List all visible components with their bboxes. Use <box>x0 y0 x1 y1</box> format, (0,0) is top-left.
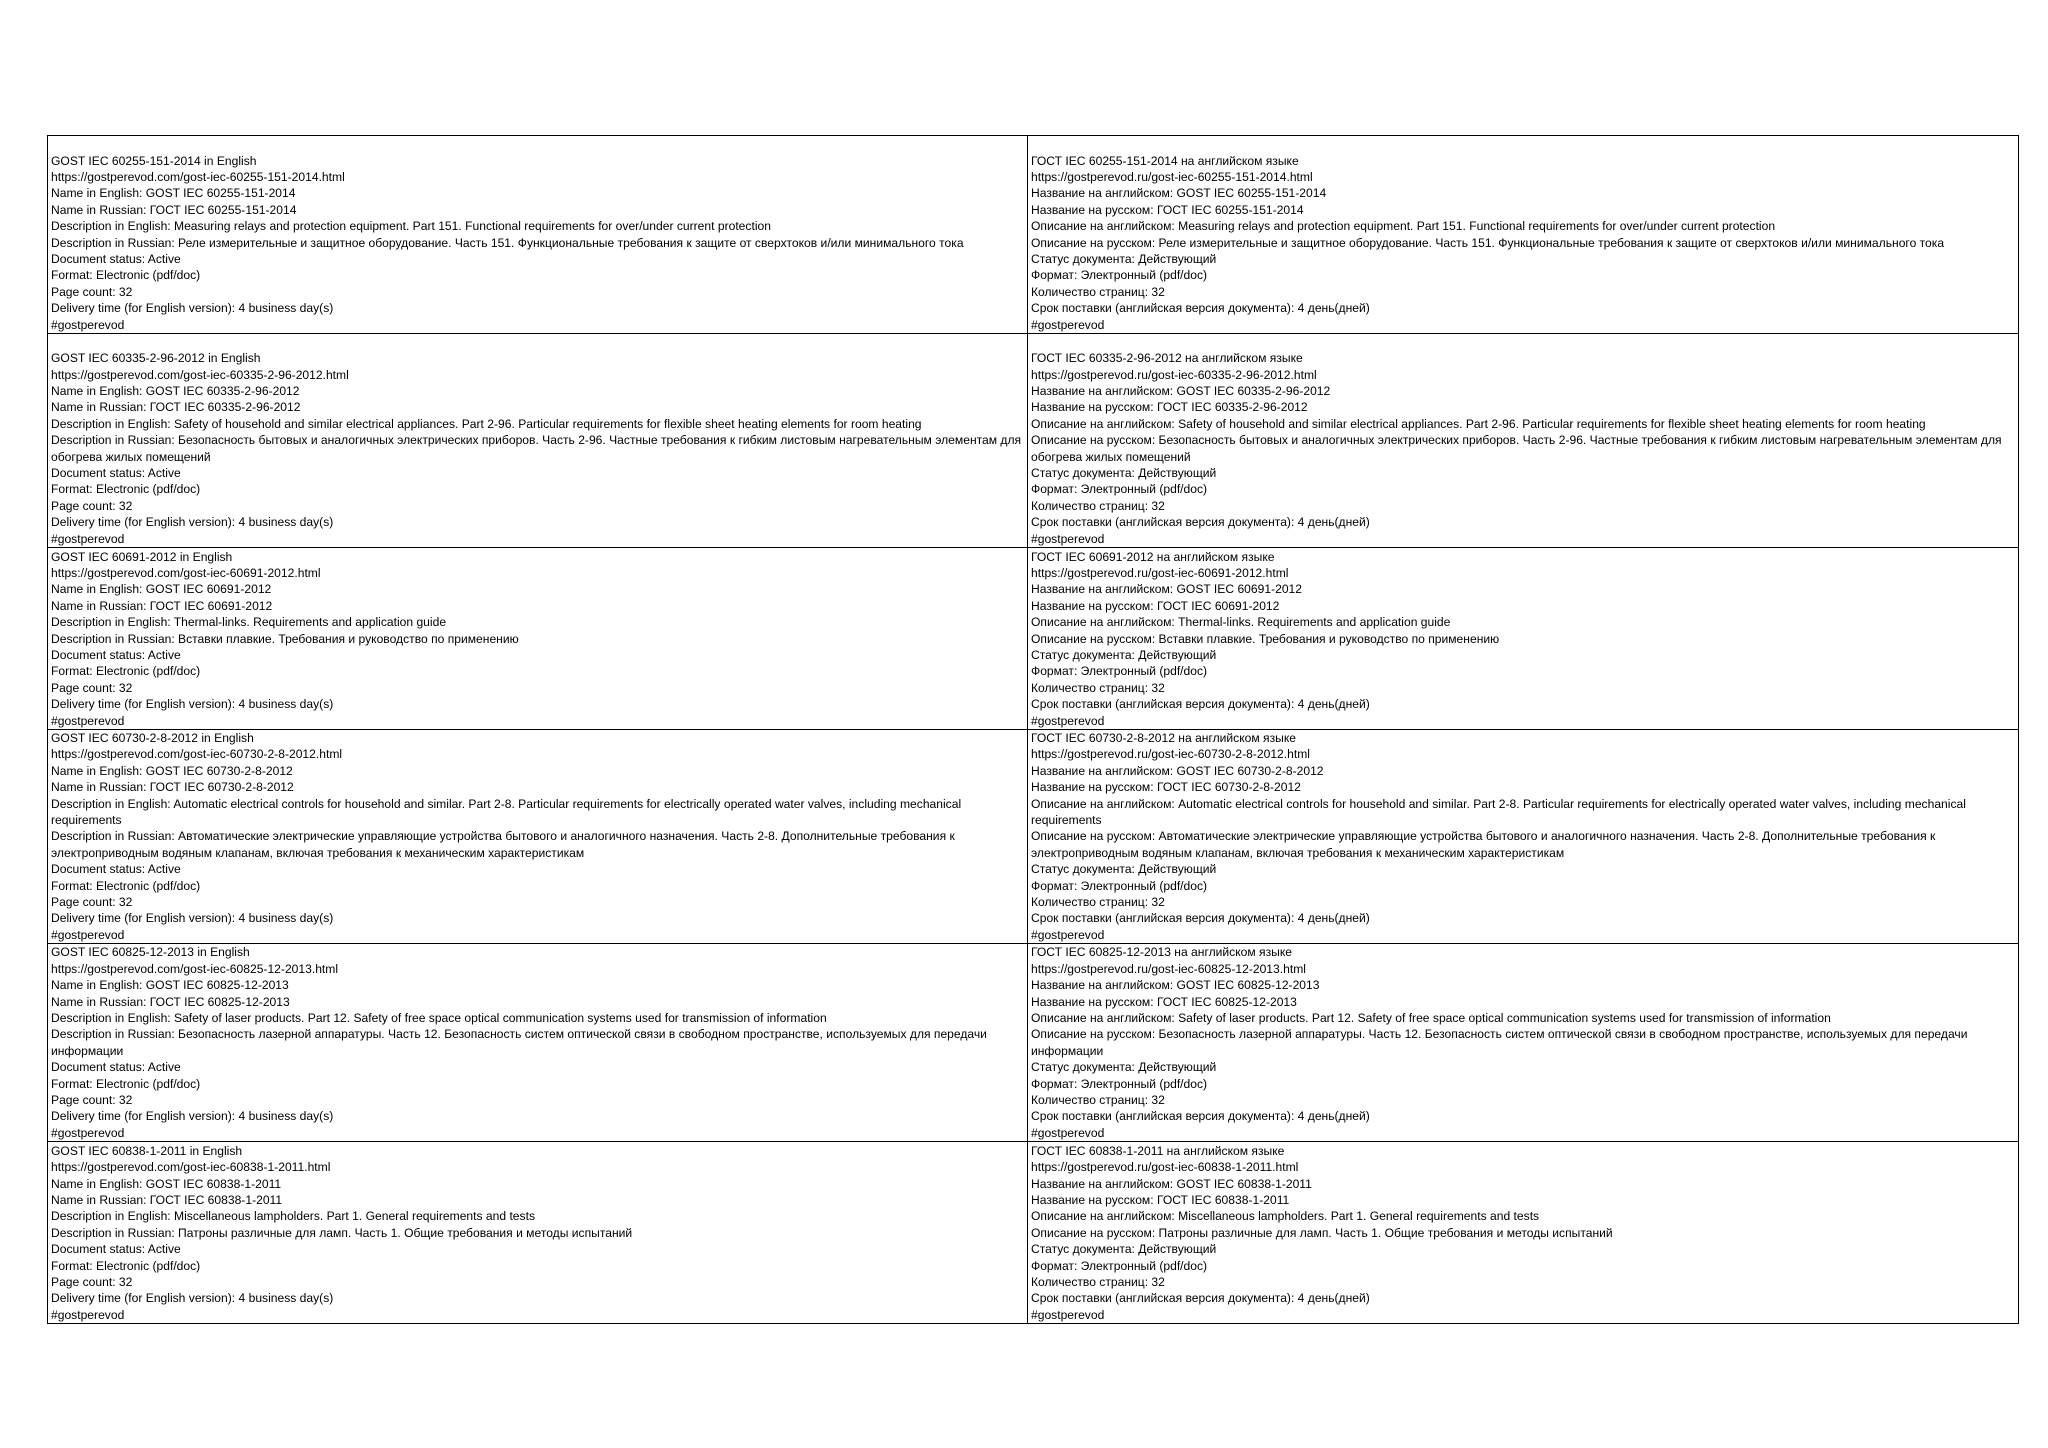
russian-cell <box>1028 334 2019 548</box>
page-count: Page count: 32 <box>51 1093 133 1108</box>
delivery-time: Delivery time (for English version): 4 business day(s) <box>51 1291 334 1306</box>
document-format: Формат: Электронный (pdf/doc) <box>1031 1258 1208 1273</box>
document-status: Статус документа: Действующий <box>1031 1242 1217 1257</box>
document-format: Format: Electronic (pdf/doc) <box>51 1258 201 1273</box>
description-english: Описание на английском: Miscellaneous lampholders. Part 1. General requirements and tests <box>1031 1209 1540 1224</box>
hashtag: #gostperevod <box>1031 1307 1105 1322</box>
description-english: Description in English: Safety of household and similar electrical appliances. Part 2-96. Particular requirements for flexible sheet heating elements for room heating <box>51 416 922 431</box>
russian-cell <box>1028 136 2019 334</box>
doc-url[interactable]: https://gostperevod.ru/gost-iec-60838-1-2011.html <box>1031 1160 1299 1175</box>
doc-url[interactable]: https://gostperevod.ru/gost-iec-60825-12-2013.html <box>1031 961 1306 976</box>
document-status: Document status: Active <box>51 862 181 877</box>
name-russian: Название на русском: ГОСТ IEC 60335-2-96-2012 <box>1031 400 1308 415</box>
delivery-time: Срок поставки (английская версия документа): 4 день(дней) <box>1031 301 1370 316</box>
document-format: Format: Electronic (pdf/doc) <box>51 1076 201 1091</box>
document-format: Формат: Электронный (pdf/doc) <box>1031 268 1208 283</box>
doc-title: GOST IEC 60825-12-2013 in English <box>51 945 250 960</box>
table-row <box>48 730 2019 944</box>
document-format: Формат: Электронный (pdf/doc) <box>1031 878 1208 893</box>
description-english: Description in English: Automatic electrical controls for household and similar. Part 2-8. Particular requirements for electrically operated water valves, including mechanical requirements <box>51 796 962 828</box>
name-english: Name in English: GOST IEC 60730-2-8-2012 <box>51 763 293 778</box>
doc-title: GOST IEC 60730-2-8-2012 in English <box>51 731 254 745</box>
delivery-time: Срок поставки (английская версия документа): 4 день(дней) <box>1031 911 1370 926</box>
doc-title: GOST IEC 60838-1-2011 in English <box>51 1143 243 1158</box>
hashtag: #gostperevod <box>1031 531 1105 546</box>
document-status: Статус документа: Действующий <box>1031 465 1217 480</box>
hashtag: #gostperevod <box>1031 317 1105 332</box>
hashtag: #gostperevod <box>1031 713 1105 728</box>
name-english: Название на английском: GOST IEC 60730-2-8-2012 <box>1031 763 1324 778</box>
description-russian: Description in Russian: Безопасность лазерной аппаратуры. Часть 12. Безопасность систем оптической связи в свободном пространстве, используемых для передачи информации <box>51 1027 987 1058</box>
page-count: Page count: 32 <box>51 680 133 695</box>
name-russian: Name in Russian: ГОСТ IEC 60335-2-96-2012 <box>51 400 301 415</box>
delivery-time: Delivery time (for English version): 4 business day(s) <box>51 697 334 712</box>
english-cell <box>48 730 1028 944</box>
hashtag: #gostperevod <box>51 1125 125 1140</box>
table-row <box>48 136 2019 334</box>
name-russian: Name in Russian: ГОСТ IEC 60825-12-2013 <box>51 994 290 1009</box>
description-english: Description in English: Safety of laser products. Part 12. Safety of free space optical communication systems used for transmission of information <box>51 1011 827 1026</box>
hashtag: #gostperevod <box>1031 1125 1105 1140</box>
doc-url[interactable]: https://gostperevod.com/gost-iec-60335-2-96-2012.html <box>51 367 349 382</box>
document-status: Статус документа: Действующий <box>1031 862 1217 877</box>
description-russian: Описание на русском: Патроны различные для ламп. Часть 1. Общие требования и методы испытаний <box>1031 1225 1613 1240</box>
doc-url[interactable]: https://gostperevod.com/gost-iec-60838-1-2011.html <box>51 1160 331 1175</box>
description-russian: Description in Russian: Патроны различные для ламп. Часть 1. Общие требования и методы испытаний <box>51 1225 633 1240</box>
page-count: Количество страниц: 32 <box>1031 680 1165 695</box>
name-russian: Name in Russian: ГОСТ IEC 60730-2-8-2012 <box>51 780 294 795</box>
description-russian: Description in Russian: Вставки плавкие. Требования и руководство по применению <box>51 631 519 646</box>
document-format: Формат: Электронный (pdf/doc) <box>1031 482 1208 497</box>
russian-cell <box>1028 944 2019 1142</box>
page-count: Page count: 32 <box>51 498 133 513</box>
hashtag: #gostperevod <box>51 927 125 942</box>
page-count: Количество страниц: 32 <box>1031 498 1165 513</box>
doc-title: ГОСТ IEC 60255-151-2014 на английском языке <box>1031 153 1299 168</box>
name-english: Название на английском: GOST IEC 60825-12-2013 <box>1031 978 1320 993</box>
document-status: Статус документа: Действующий <box>1031 251 1217 266</box>
doc-title: ГОСТ IEC 60691-2012 на английском языке <box>1031 549 1275 564</box>
description-english: Описание на английском: Measuring relays and protection equipment. Part 151. Functional requirements for over/under current protection <box>1031 219 1776 234</box>
page-count: Количество страниц: 32 <box>1031 1093 1165 1108</box>
document-status: Document status: Active <box>51 251 181 266</box>
description-russian: Описание на русском: Реле измерительные и защитное оборудование. Часть 151. Функциональные требования к защите от сверхтоков и/или минимального тока <box>1031 235 1945 250</box>
name-russian: Название на русском: ГОСТ IEC 60838-1-2011 <box>1031 1193 1290 1208</box>
document-format: Format: Electronic (pdf/doc) <box>51 268 201 283</box>
name-russian: Name in Russian: ГОСТ IEC 60838-1-2011 <box>51 1193 283 1208</box>
document-status: Статус документа: Действующий <box>1031 647 1217 662</box>
doc-title: GOST IEC 60255-151-2014 in English <box>51 153 257 168</box>
delivery-time: Delivery time (for English version): 4 business day(s) <box>51 1109 334 1124</box>
doc-url[interactable]: https://gostperevod.com/gost-iec-60255-151-2014.html <box>51 169 345 184</box>
doc-title: ГОСТ IEC 60335-2-96-2012 на английском языке <box>1031 351 1303 366</box>
russian-cell <box>1028 1142 2019 1324</box>
standards-table <box>47 135 2019 1324</box>
description-russian: Описание на русском: Безопасность бытовых и аналогичных электрических приборов. Часть 2-96. Частные требования к гибким листовым нагревательным элементам для обогрева жилых помещений <box>1031 433 2002 464</box>
doc-title: ГОСТ IEC 60825-12-2013 на английском языке <box>1031 945 1292 960</box>
document-status: Document status: Active <box>51 647 181 662</box>
name-english: Название на английском: GOST IEC 60335-2-96-2012 <box>1031 383 1331 398</box>
page-count: Количество страниц: 32 <box>1031 1275 1165 1290</box>
page-count: Количество страниц: 32 <box>1031 284 1165 299</box>
name-english: Name in English: GOST IEC 60335-2-96-2012 <box>51 383 300 398</box>
doc-url[interactable]: https://gostperevod.ru/gost-iec-60691-2012.html <box>1031 565 1289 580</box>
english-cell <box>48 944 1028 1142</box>
doc-url[interactable]: https://gostperevod.com/gost-iec-60691-2012.html <box>51 565 321 580</box>
name-english: Name in English: GOST IEC 60691-2012 <box>51 582 272 597</box>
doc-title: ГОСТ IEC 60838-1-2011 на английском языке <box>1031 1143 1285 1158</box>
hashtag: #gostperevod <box>51 531 125 546</box>
russian-cell <box>1028 548 2019 730</box>
description-english: Описание на английском: Thermal-links. Requirements and application guide <box>1031 615 1451 630</box>
description-russian: Description in Russian: Реле измерительные и защитное оборудование. Часть 151. Функциональные требования к защите от сверхтоков и/или минимального тока <box>51 235 964 250</box>
description-russian: Description in Russian: Автоматические электрические управляющие устройства бытового и аналогичного назначения. Часть 2-8. Дополнительные требования к электроприводным водяным клапанам, включая требования к механическим характеристикам <box>51 829 955 860</box>
name-russian: Название на русском: ГОСТ IEC 60730-2-8-2012 <box>1031 780 1301 795</box>
doc-url[interactable]: https://gostperevod.com/gost-iec-60730-2-8-2012.html <box>51 747 343 762</box>
description-english: Description in English: Miscellaneous lampholders. Part 1. General requirements and tests <box>51 1209 535 1224</box>
name-english: Name in English: GOST IEC 60255-151-2014 <box>51 186 296 201</box>
hashtag: #gostperevod <box>51 713 125 728</box>
doc-title: GOST IEC 60335-2-96-2012 in English <box>51 351 261 366</box>
description-russian: Описание на русском: Безопасность лазерной аппаратуры. Часть 12. Безопасность систем оптической связи в свободном пространстве, используемых для передачи информации <box>1031 1027 1968 1058</box>
document-status: Document status: Active <box>51 465 181 480</box>
name-english: Название на английском: GOST IEC 60691-2012 <box>1031 582 1303 597</box>
english-cell <box>48 548 1028 730</box>
document-status: Статус документа: Действующий <box>1031 1060 1217 1075</box>
document-format: Format: Electronic (pdf/doc) <box>51 482 201 497</box>
doc-url[interactable]: https://gostperevod.ru/gost-iec-60730-2-8-2012.html <box>1031 747 1310 762</box>
name-english: Название на английском: GOST IEC 60255-151-2014 <box>1031 186 1327 201</box>
document-format: Формат: Электронный (pdf/doc) <box>1031 1076 1208 1091</box>
table-row <box>48 548 2019 730</box>
name-english: Name in English: GOST IEC 60838-1-2011 <box>51 1176 282 1191</box>
description-english: Описание на английском: Safety of household and similar electrical appliances. Part 2-96. Particular requirements for flexible sheet heating elements for room heating <box>1031 416 1926 431</box>
name-russian: Название на русском: ГОСТ IEC 60255-151-2014 <box>1031 202 1304 217</box>
delivery-time: Срок поставки (английская версия документа): 4 день(дней) <box>1031 515 1370 530</box>
page-count: Количество страниц: 32 <box>1031 895 1165 910</box>
delivery-time: Срок поставки (английская версия документа): 4 день(дней) <box>1031 1109 1370 1124</box>
page-count: Page count: 32 <box>51 284 133 299</box>
page-count: Page count: 32 <box>51 1275 133 1290</box>
description-english: Description in English: Thermal-links. Requirements and application guide <box>51 615 447 630</box>
document-format: Format: Electronic (pdf/doc) <box>51 878 201 893</box>
description-english: Описание на английском: Automatic electrical controls for household and similar. Part 2-8. Particular requirements for electrically operated water valves, including mechanical requirements <box>1031 796 1966 828</box>
description-russian: Description in Russian: Безопасность бытовых и аналогичных электрических приборов. Часть 2-96. Частные требования к гибким листовым нагревательным элементам для обогрева жилых помещений <box>51 433 1022 464</box>
name-english: Name in English: GOST IEC 60825-12-2013 <box>51 978 289 993</box>
description-russian: Описание на русском: Автоматические электрические управляющие устройства бытового и аналогичного назначения. Часть 2-8. Дополнительные требования к электроприводным водяным клапанам, включая требования к механическим характеристикам <box>1031 829 1936 860</box>
description-english: Description in English: Measuring relays and protection equipment. Part 151. Functional requirements for over/under current protection <box>51 219 771 234</box>
name-russian: Name in Russian: ГОСТ IEC 60255-151-2014 <box>51 202 297 217</box>
table-row <box>48 1142 2019 1324</box>
description-english: Описание на английском: Safety of laser products. Part 12. Safety of free space optical communication systems used for transmission of information <box>1031 1011 1831 1026</box>
delivery-time: Срок поставки (английская версия документа): 4 день(дней) <box>1031 697 1370 712</box>
delivery-time: Срок поставки (английская версия документа): 4 день(дней) <box>1031 1291 1370 1306</box>
doc-title: ГОСТ IEC 60730-2-8-2012 на английском языке <box>1031 731 1296 745</box>
doc-url[interactable]: https://gostperevod.com/gost-iec-60825-12-2013.html <box>51 961 339 976</box>
description-russian: Описание на русском: Вставки плавкие. Требования и руководство по применению <box>1031 631 1500 646</box>
name-russian: Name in Russian: ГОСТ IEC 60691-2012 <box>51 598 273 613</box>
english-cell <box>48 1142 1028 1324</box>
document-format: Format: Electronic (pdf/doc) <box>51 664 201 679</box>
doc-url[interactable]: https://gostperevod.ru/gost-iec-60335-2-96-2012.html <box>1031 367 1317 382</box>
delivery-time: Delivery time (for English version): 4 business day(s) <box>51 911 334 926</box>
russian-cell <box>1028 730 2019 944</box>
hashtag: #gostperevod <box>51 1307 125 1322</box>
name-english: Название на английском: GOST IEC 60838-1-2011 <box>1031 1176 1312 1191</box>
page-count: Page count: 32 <box>51 895 133 910</box>
name-russian: Название на русском: ГОСТ IEC 60825-12-2013 <box>1031 994 1297 1009</box>
table-row <box>48 334 2019 548</box>
doc-title: GOST IEC 60691-2012 in English <box>51 549 233 564</box>
english-cell <box>48 334 1028 548</box>
delivery-time: Delivery time (for English version): 4 business day(s) <box>51 515 334 530</box>
hashtag: #gostperevod <box>1031 927 1105 942</box>
document-status: Document status: Active <box>51 1060 181 1075</box>
document-format: Формат: Электронный (pdf/doc) <box>1031 664 1208 679</box>
table-row <box>48 944 2019 1142</box>
document-status: Document status: Active <box>51 1242 181 1257</box>
delivery-time: Delivery time (for English version): 4 business day(s) <box>51 301 334 316</box>
name-russian: Название на русском: ГОСТ IEC 60691-2012 <box>1031 598 1280 613</box>
hashtag: #gostperevod <box>51 317 125 332</box>
doc-url[interactable]: https://gostperevod.ru/gost-iec-60255-151-2014.html <box>1031 169 1313 184</box>
english-cell <box>48 136 1028 334</box>
